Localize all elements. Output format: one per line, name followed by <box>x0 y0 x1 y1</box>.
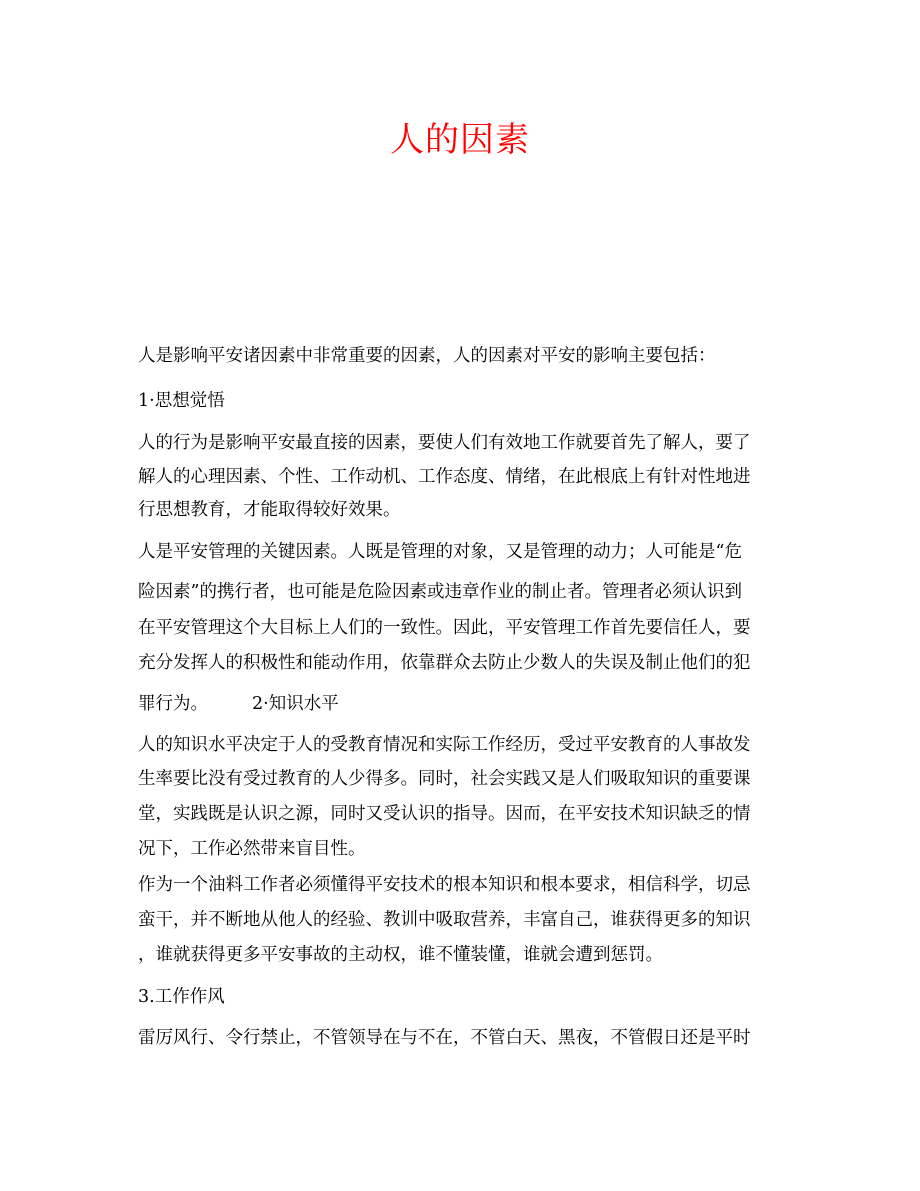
paragraph-line: 生率要比没有受过教育的人少得多。同时，社会实践又是人们吸取知识的重要课 <box>138 769 751 789</box>
paragraph-line: 人是影响平安诸因素中非常重要的因素，人的因素对平安的影响主要包括： <box>138 346 716 366</box>
paragraph-line: 作为一个油料工作者必须懂得平安技术的根本知识和根本要求，相信科学，切忌 <box>138 875 751 895</box>
paragraph-line: 人的行为是影响平安最直接的因素，要使人们有效地工作就要首先了解人，要了 <box>138 433 751 453</box>
section-heading: 2·知识水平 <box>252 694 339 714</box>
paragraph-line: 堂，实践既是认识之源，同时又受认识的指导。因而，在平安技术知识缺乏的情 <box>138 804 751 824</box>
paragraph-line: 人的知识水平决定于人的受教育情况和实际工作经历，受过平安教育的人事故发 <box>138 735 751 755</box>
paragraph-line-end: 罪行为。 <box>138 694 208 714</box>
section-heading: 3.工作作风 <box>138 987 225 1007</box>
paragraph-line: 蛮干，并不断地从他人的经验、教训中吸取营养，丰富自己，谁获得更多的知识 <box>138 910 751 930</box>
paragraph-line <box>138 692 788 716</box>
paragraph-line: 人是平安管理的关键因素。人既是管理的对象，又是管理的动力；人可能是“危 <box>138 542 742 562</box>
document-title: 人的因素 <box>390 120 530 160</box>
paragraph-line: ，谁就获得更多平安事故的主动权，谁不懂装懂，谁就会遭到惩罚。 <box>138 945 663 965</box>
paragraph-line: 在平安管理这个大目标上人们的一致性。因此，平安管理工作首先要信任人，要 <box>138 618 751 638</box>
paragraph-line: 充分发挥人的积极性和能动作用，依靠群众去防止少数人的失误及制止他们的犯 <box>138 653 751 673</box>
paragraph-line: 解人的心理因素、个性、工作动机、工作态度、情绪，在此根底上有针对性地进 <box>138 467 751 487</box>
paragraph-line: 行思想教育，才能取得较好效果。 <box>138 500 401 520</box>
paragraph-line: 雷厉风行、令行禁止，不管领导在与不在，不管白天、黑夜，不管假日还是平时 <box>138 1028 751 1048</box>
paragraph-line: 险因素”的携行者，也可能是危险因素或违章作业的制止者。管理者必须认识到 <box>138 582 742 602</box>
section-heading: 1·思想觉悟 <box>138 391 225 411</box>
paragraph-line: 况下，工作必然带来盲目性。 <box>138 839 366 859</box>
